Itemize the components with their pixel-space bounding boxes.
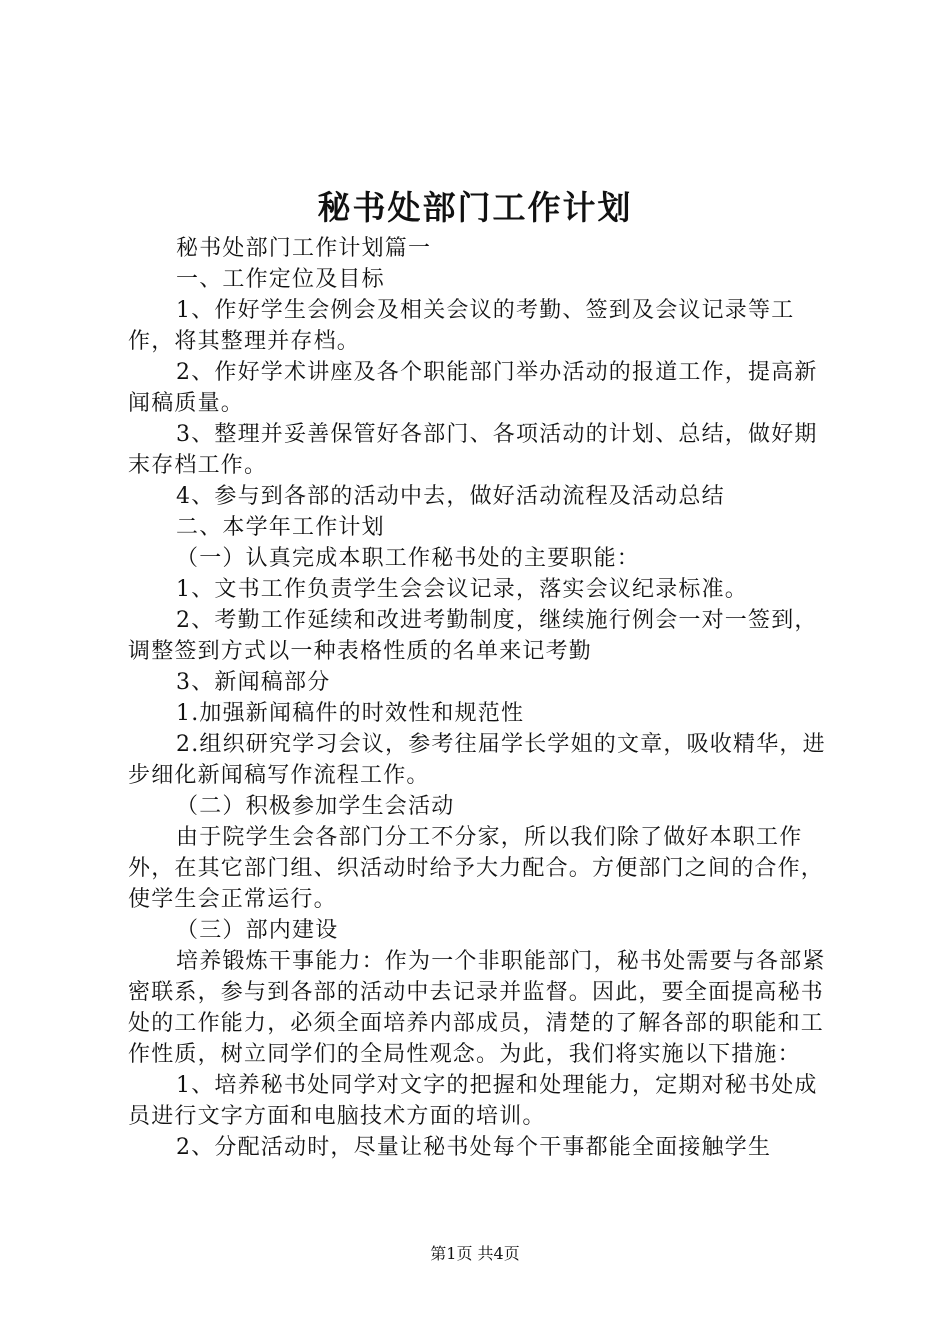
paragraph: 3、整理并妥善保管好各部门、各项活动的计划、总结，做好期末存档工作。 — [128, 422, 818, 478]
paragraph: 1.加强新闻稿件的时效性和规范性 — [176, 701, 525, 726]
paragraph: 1、文书工作负责学生会会议记录，落实会议纪录标准。 — [176, 577, 748, 602]
paragraph: （一）认真完成本职工作秘书处的主要职能： — [176, 546, 641, 571]
page-footer: 第1页 共4页 — [430, 1244, 520, 1263]
paragraph: 培养锻炼干事能力：作为一个非职能部门，秘书处需要与各部紧密联系，参与到各部的活动中去记录并监督。因此，要全面提高秘书处的工作能力，必须全面培养内部成员，清楚的了解各部的职能和工作性质，树立同学们的全局性观念。为此，我们将实施以下措施： — [128, 949, 826, 1067]
paragraph: 2.组织研究学习会议，参考往届学长学姐的文章，吸收精华，进步细化新闻稿写作流程工作。 — [128, 732, 826, 788]
paragraph: 1、作好学生会例会及相关会议的考勤、签到及会议记录等工作，将其整理并存档。 — [128, 298, 795, 354]
paragraph: 2、分配活动时，尽量让秘书处每个干事都能全面接触学生 — [176, 1135, 772, 1160]
paragraph: 2、考勤工作延续和改进考勤制度，继续施行例会一对一签到，调整签到方式以一种表格性质的名单来记考勤 — [128, 608, 818, 664]
paragraph: 1、培养秘书处同学对文字的把握和处理能力，定期对秘书处成员进行文字方面和电脑技术方面的培训。 — [128, 1073, 818, 1129]
paragraph: 由于院学生会各部门分工不分家，所以我们除了做好本职工作外，在其它部门组、织活动时给予大力配合。方便部门之间的合作，使学生会正常运行。 — [128, 825, 825, 912]
paragraph: 一、工作定位及目标 — [176, 267, 385, 292]
paragraph: 2、作好学术讲座及各个职能部门举办活动的报道工作，提高新闻稿质量。 — [128, 360, 818, 416]
document-title: 秘书处部门工作计划 — [317, 188, 633, 227]
paragraph: 秘书处部门工作计划篇一 — [176, 236, 432, 261]
paragraph: 二、本学年工作计划 — [176, 515, 385, 540]
paragraph: （二）积极参加学生会活动 — [176, 794, 455, 819]
document-body — [128, 233, 834, 1163]
paragraph: 3、新闻稿部分 — [176, 670, 331, 695]
paragraph: 4、参与到各部的活动中去，做好活动流程及活动总结 — [176, 484, 725, 509]
paragraph: （三）部内建设 — [176, 918, 339, 943]
